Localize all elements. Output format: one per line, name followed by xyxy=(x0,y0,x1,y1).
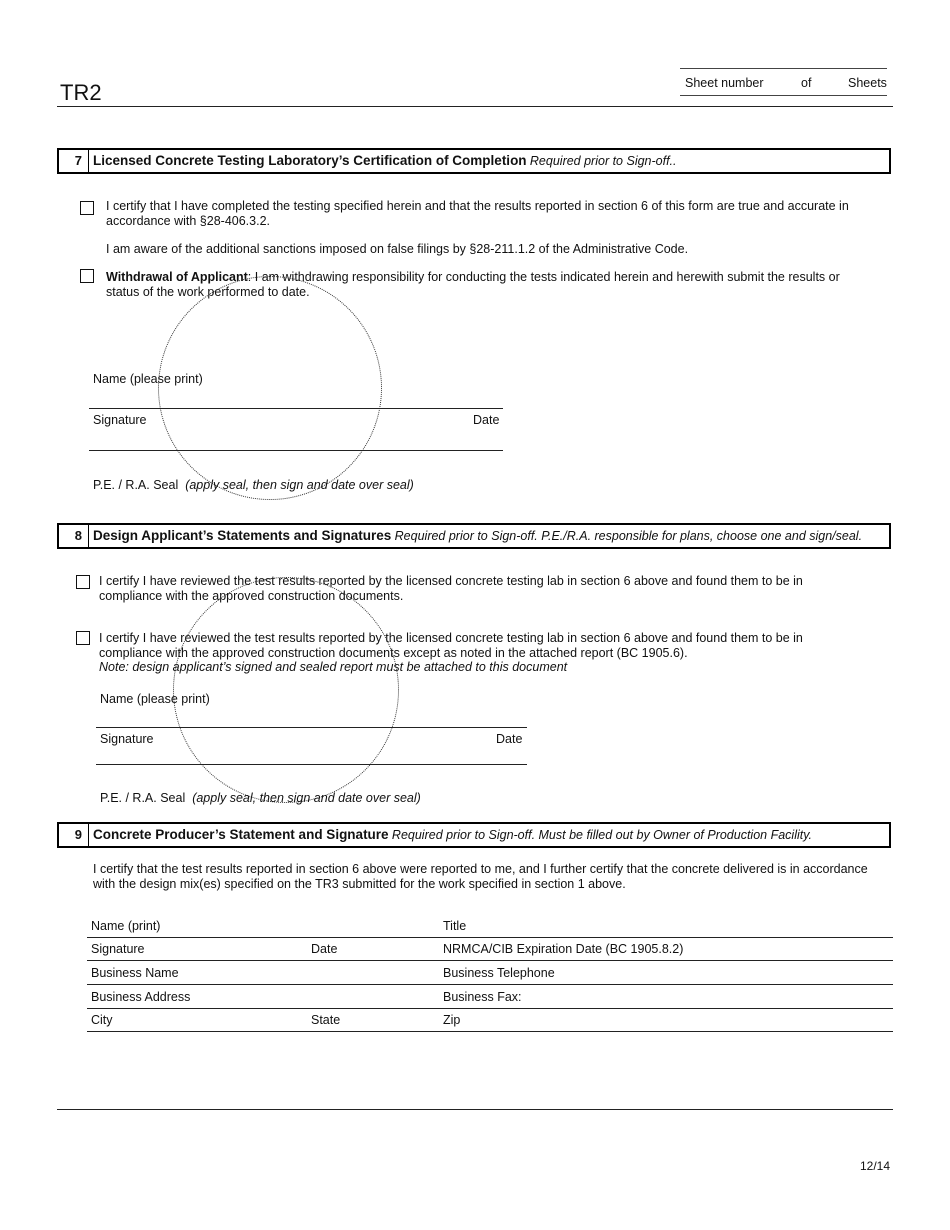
s9-business-telephone-label: Business Telephone xyxy=(443,966,555,980)
withdrawal-checkbox[interactable] xyxy=(80,269,94,283)
sheet-bottom-line xyxy=(680,95,887,96)
s9-zip-label: Zip xyxy=(443,1013,461,1027)
withdrawal-text: : I am withdrawing responsibility for conducting the tests indicated herein and herewith submit the results or status of the work performed to date. xyxy=(106,270,840,299)
section-8-number: 8 xyxy=(59,525,89,547)
page-number: 12/14 xyxy=(859,1159,890,1173)
section-8-header xyxy=(57,523,891,549)
s9-row-line-2[interactable] xyxy=(87,960,893,961)
s7-date-label: Date xyxy=(473,413,500,427)
s8-signature-line[interactable] xyxy=(96,764,527,765)
s9-business-name-label: Business Name xyxy=(91,966,179,980)
section-7-number: 7 xyxy=(59,150,89,172)
section-8-title-text: Design Applicant’s Statements and Signatures xyxy=(93,528,392,543)
s9-business-address-label: Business Address xyxy=(91,990,191,1004)
s9-signature-label: Signature xyxy=(91,942,145,956)
s7-seal-label xyxy=(93,478,414,492)
section-7-subtitle: Required prior to Sign-off.. xyxy=(529,154,677,168)
compliance-exceptions-text: I certify I have reviewed the test results reported by the licensed concrete testing lab in section 6 above and found them to be in compliance with the approved construction documents except as noted in the attached report (BC 1905.6). xyxy=(99,631,803,660)
s7-name-label: Name (please print) xyxy=(93,372,203,386)
sheet-top-line xyxy=(680,68,887,69)
header-rule xyxy=(57,106,893,107)
s8-seal-label xyxy=(100,791,421,805)
s9-row-line-1[interactable] xyxy=(87,937,893,938)
s7-seal-text: P.E. / R.A. Seal xyxy=(93,478,179,492)
sheet-number-label: Sheet number xyxy=(685,76,764,90)
section-7-title-text: Licensed Concrete Testing Laboratory’s Certification of Completion xyxy=(93,153,527,168)
s9-row-line-4[interactable] xyxy=(87,1008,893,1009)
compliance-text: I certify I have reviewed the test results reported by the licensed concrete testing lab in section 6 above and found them to be in compliance with the approved construction documents. xyxy=(99,574,803,603)
producer-certify-text: I certify that the test results reported in section 6 above were reported to me, and I further certify that the concrete delivered is in accordance with the design mix(es) specified on the TR3 submitted for the work specified in section 1 above. xyxy=(93,862,868,891)
s9-city-label: City xyxy=(91,1013,113,1027)
s8-seal-note: (apply seal, then sign and date over seal) xyxy=(192,791,421,805)
s7-signature-label: Signature xyxy=(93,413,147,427)
s7-signature-line[interactable] xyxy=(89,450,503,451)
certify-completion-text: I certify that I have completed the testing specified herein and that the results reported in section 6 of this form are true and accurate in accordance with §28-406.3.2. xyxy=(106,199,849,228)
s9-row-line-5[interactable] xyxy=(87,1031,893,1032)
seal-circle-7 xyxy=(158,276,382,500)
s8-name-label: Name (please print) xyxy=(100,692,210,706)
s9-state-label: State xyxy=(311,1013,341,1027)
section-9-number: 9 xyxy=(59,824,89,846)
s7-name-line[interactable] xyxy=(89,408,503,409)
section-7-title xyxy=(93,150,677,172)
s9-business-fax-label: Business Fax: xyxy=(443,990,522,1004)
s9-date-label: Date xyxy=(311,942,338,956)
s8-seal-text: P.E. / R.A. Seal xyxy=(100,791,186,805)
compliance-exceptions-checkbox[interactable] xyxy=(76,631,90,645)
section-9-title xyxy=(93,824,812,846)
s7-seal-note: (apply seal, then sign and date over seal) xyxy=(185,478,414,492)
form-code: TR2 xyxy=(60,80,102,105)
s8-date-label: Date xyxy=(496,732,523,746)
s9-row-line-3[interactable] xyxy=(87,984,893,985)
sheet-of-label: of xyxy=(801,76,812,90)
s9-expiration-label: NRMCA/CIB Expiration Date (BC 1905.8.2) xyxy=(443,942,684,956)
section-7-header xyxy=(57,148,891,174)
section-9-header xyxy=(57,822,891,848)
certify-completion-checkbox[interactable] xyxy=(80,201,94,215)
s9-title-label: Title xyxy=(443,919,467,933)
section-9-title-text: Concrete Producer’s Statement and Signature xyxy=(93,827,389,842)
seal-circle-8 xyxy=(173,577,399,803)
attached-report-note: Note: design applicant’s signed and sealed report must be attached to this document xyxy=(99,660,568,674)
section-8-subtitle: Required prior to Sign-off. P.E./R.A. responsible for plans, choose one and sign/seal. xyxy=(394,529,863,543)
s8-signature-label: Signature xyxy=(100,732,154,746)
s8-name-line[interactable] xyxy=(96,727,527,728)
sanctions-text: I am aware of the additional sanctions imposed on false filings by §28-211.1.2 of the Administrative Code. xyxy=(106,242,689,256)
sheets-label: Sheets xyxy=(848,76,887,90)
section-9-subtitle: Required prior to Sign-off. Must be filled out by Owner of Production Facility. xyxy=(391,828,813,842)
s9-name-label: Name (print) xyxy=(91,919,161,933)
footer-rule xyxy=(57,1109,893,1110)
withdrawal-label: Withdrawal of Applicant xyxy=(106,270,248,284)
section-8-title xyxy=(93,525,862,547)
compliance-checkbox[interactable] xyxy=(76,575,90,589)
